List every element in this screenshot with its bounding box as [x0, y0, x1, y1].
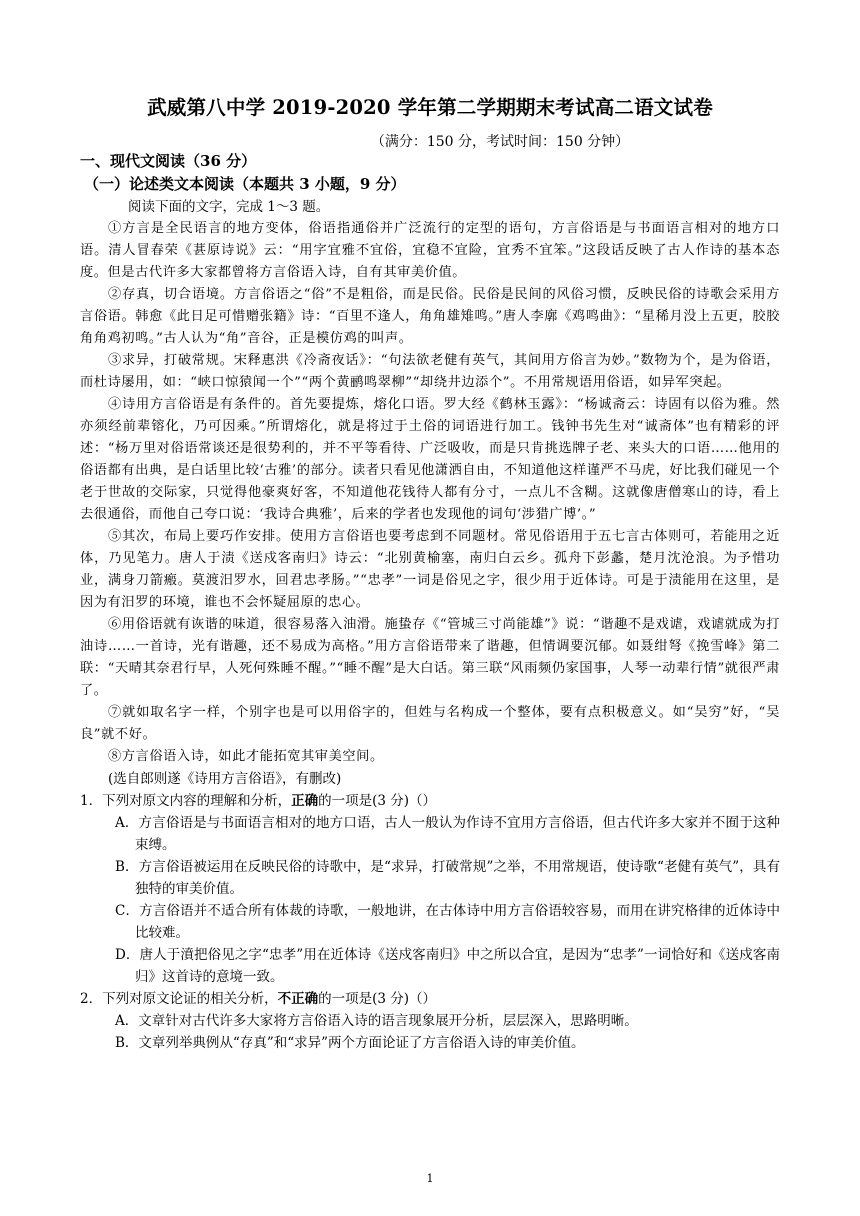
passage-paragraph-3: ③求异，打破常规。宋释惠洪《冷斋夜话》：“句法欲老健有英气，其间用方俗言为妙。”数物为个，是为俗语，而杜诗屡用，如：“峡口惊猿闻一个”“两个黄鹂鸣翠柳”“却绕井边添个”。不用常规语用俗语，如异军突起。 — [80, 353, 780, 390]
passage-paragraph-7: ⑦就如取名字一样，个别字也是可以用俗字的，但姓与名构成一个整体，要有点积极意义。如“吴穷”好，“吴良”就不好。 — [80, 705, 780, 742]
question-1-stem-prefix: 1．下列对原文内容的理解和分析， — [80, 793, 292, 809]
question-1-option-b: B．方言俗语被运用在反映民俗的诗歌中，是“求异，打破常规”之举，不用常规语，使诗歌“老健有英气”，具有独特的审美价值。 — [115, 859, 780, 897]
question-1-stem-suffix: 的一项是(3 分)（） — [318, 793, 437, 809]
exam-content — [80, 150, 780, 1054]
passage-paragraph-2: ②存真，切合语境。方言俗语之“俗”不是粗俗，而是民俗。民俗是民间的风俗习惯，反映民俗的诗歌会采用方言俗语。韩愈《此日足可惜赠张籍》诗：“百里不逢人，角角雄雉鸣。”唐人李廓《鸡鸣曲》：“星稀月没上五更，胶胶角角鸡初鸣。”古人认为“角”音谷，正是模仿鸡的叫声。 — [80, 287, 780, 346]
passage-paragraph-6: ⑥用俗语就有诙谐的味道，很容易落入油滑。施蛰存《“管城三寸尚能雄”》说：“谐趣不是戏谑，戏谑就成为打油诗……一首诗，光有谐趣，还不易成为高格。”用方言俗语带来了谐趣，但情调要沉郁。如聂绀弩《挽雪峰》第二联：“天晴其奈君行早，人死何殊睡不醒。”“睡不醒”是大白话。第三联“风雨频仍家国事，人琴一动辈行情”就很严肃了。 — [80, 617, 780, 698]
question-2-stem-suffix: 的一项是(3 分)（） — [318, 991, 437, 1007]
question-1-stem — [80, 790, 780, 812]
question-2-option-a: A．文章针对古代许多大家将方言俗语入诗的语言现象展开分析，层层深入，思路明晰。 — [115, 1013, 638, 1029]
passage-paragraph-5: ⑤其次，布局上要巧作安排。使用方言俗语也要考虑到不同题材。常见俗语用于五七言古体则可，若能用之近体，乃见笔力。唐人于渍《送戍客南归》诗云：“北别黄榆塞，南归白云乡。孤舟下彭蠡，楚月沈沧浪。为予惜功业，满身刀箭瘢。莫渡汨罗水，回君忠孝肠。”“忠孝”一词是俗见之字，很少用于近体诗。可是于渍能用在这里，是因为有汨罗的环境，谁也不会怀疑屈原的忠心。 — [80, 529, 780, 610]
subsection-title: （一）论述类文本阅读（本题共 3 小题，9 分） — [84, 175, 406, 193]
reading-instruction: 阅读下面的文字，完成 1～3 题。 — [128, 199, 330, 215]
question-2-stem — [80, 988, 780, 1010]
question-2-stem-key: 不正确 — [277, 991, 319, 1007]
question-1-option-a: A．方言俗语是与书面语言相对的地方口语，古人一般认为作诗不宜用方言俗语，但古代许多大家并不囿于这种束缚。 — [115, 815, 780, 853]
question-1-stem-key: 正确 — [291, 793, 319, 809]
question-1-option-d: D．唐人于濆把俗见之字“忠孝”用在近体诗《送戍客南归》中之所以合宜，是因为“忠孝”一词恰好和《送戍客南归》这首诗的意境一致。 — [115, 947, 780, 985]
passage-paragraph-8: ⑧方言俗语入诗，如此才能拓宽其审美空间。 — [108, 749, 384, 764]
section-title: 一、现代文阅读（36 分） — [80, 152, 257, 170]
exam-title: 武威第八中学 2019-2020 学年第二学期期末考试高二语文试卷 — [147, 96, 713, 119]
page-number: 1 — [426, 1172, 434, 1185]
exam-subtitle: （满分：150 分，考试时间：150 分钟） — [370, 134, 630, 150]
passage-paragraph-1: ①方言是全民语言的地方变体，俗语指通俗并广泛流行的定型的语句，方言俗语是与书面语言相对的地方口语。清人冒春荣《葚原诗说》云：“用字宜雅不宜俗，宜稳不宜险，宜秀不宜笨。”这段话反映了古人作诗的基本态度。但是古代许多大家都曾将方言俗语入诗，自有其审美价值。 — [80, 221, 780, 280]
passage-source: (选自郎则遂《诗用方言俗语》，有删改) — [108, 771, 342, 787]
question-2-option-b: B．文章列举典例从“存真”和“求异”两个方面论证了方言俗语入诗的审美价值。 — [115, 1035, 585, 1051]
passage-paragraph-4: ④诗用方言俗语是有条件的。首先要提炼，熔化口语。罗大经《鹤林玉露》：“杨诚斋云：诗固有以俗为雅。然亦须经前辈镕化，乃可因乘。”所谓熔化，就是将过于土俗的词语进行加工。钱钟书先生对“诚斋体”也有精彩的评述：“杨万里对俗语常谈还是很势利的，并不平等看待、广泛吸收，而是只肯挑选牌子老、来头大的口语……他用的俗语都有出典，是白话里比较‘古雅’的部分。读者只看见他潇洒自由，不知道他这样谨严不马虎，好比我们碰见一个老于世故的交际家，只觉得他豪爽好客，不知道他花钱待人都有分寸，一点儿不含糊。这就像唐僧寒山的诗，看上去很通俗，而他自己夸口说：‘我诗合典雅’，后来的学者也发现他的词句‘涉猎广博’。” — [80, 397, 780, 522]
question-2-stem-prefix: 2．下列对原文论证的相关分析， — [80, 991, 278, 1007]
question-1-option-c: C．方言俗语并不适合所有体裁的诗歌，一般地讲，在古体诗中用方言俗语较容易，而用在讲究格律的近体诗中比较难。 — [115, 903, 780, 941]
